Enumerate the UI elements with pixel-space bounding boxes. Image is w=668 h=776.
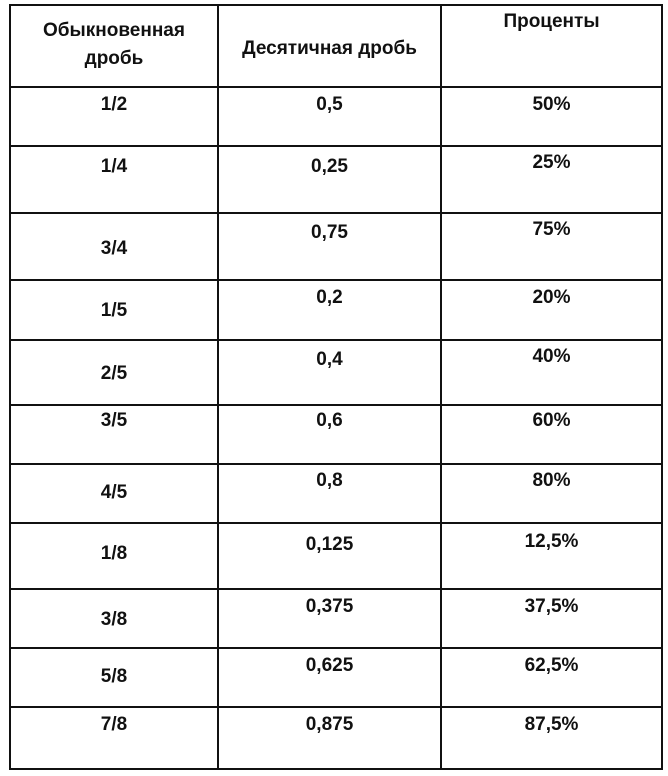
cell-decimal: 0,375	[305, 596, 354, 617]
grid-line-h4	[9, 279, 663, 281]
cell-fraction: 3/8	[100, 609, 128, 630]
cell-decimal: 0,625	[305, 655, 354, 676]
cell-decimal: 0,8	[316, 470, 343, 491]
cell-fraction: 7/8	[100, 714, 128, 735]
cell-fraction: 4/5	[100, 482, 128, 503]
cell-decimal: 0,125	[305, 534, 354, 555]
grid-line-h10	[9, 647, 663, 649]
cell-decimal: 0,6	[316, 410, 343, 431]
cell-fraction: 1/2	[100, 94, 128, 115]
cell-percent: 40%	[532, 346, 571, 367]
grid-line-v0	[9, 4, 11, 770]
cell-percent: 87,5%	[524, 714, 579, 735]
grid-line-h5	[9, 339, 663, 341]
header-percent: Проценты	[503, 11, 600, 32]
cell-percent: 50%	[532, 94, 571, 115]
header-common-fraction	[11, 17, 217, 73]
grid-line-h2	[9, 145, 663, 147]
cell-decimal: 0,875	[305, 714, 354, 735]
cell-fraction: 1/5	[100, 300, 128, 321]
cell-decimal: 0,2	[316, 287, 343, 308]
grid-line-h6	[9, 404, 663, 406]
grid-line-h8	[9, 522, 663, 524]
grid-line-h11	[9, 706, 663, 708]
cell-percent: 62,5%	[524, 655, 579, 676]
cell-fraction: 3/5	[100, 410, 128, 431]
header-common-fraction-line1: Обыкновенная	[43, 20, 185, 41]
cell-fraction: 3/4	[100, 238, 128, 259]
header-common-fraction-line2: дробь	[84, 48, 144, 69]
grid-line-h1	[9, 86, 663, 88]
cell-percent: 37,5%	[524, 596, 579, 617]
cell-fraction: 2/5	[100, 363, 128, 384]
cell-fraction: 1/4	[100, 156, 128, 177]
grid-line-h0	[9, 4, 663, 6]
grid-line-h3	[9, 212, 663, 214]
cell-percent: 25%	[532, 152, 571, 173]
cell-decimal: 0,25	[311, 156, 348, 177]
cell-decimal: 0,5	[316, 94, 343, 115]
cell-percent: 80%	[532, 470, 571, 491]
cell-decimal: 0,4	[316, 349, 343, 370]
grid-line-h9	[9, 588, 663, 590]
cell-fraction: 5/8	[100, 666, 128, 687]
cell-decimal: 0,75	[311, 222, 348, 243]
grid-line-h12	[9, 768, 663, 770]
grid-line-v3	[661, 4, 663, 770]
cell-percent: 20%	[532, 287, 571, 308]
grid-line-h7	[9, 463, 663, 465]
cell-percent: 60%	[532, 410, 571, 431]
cell-percent: 12,5%	[524, 531, 579, 552]
cell-percent: 75%	[532, 219, 571, 240]
header-decimal-fraction: Десятичная дробь	[242, 38, 417, 59]
cell-fraction: 1/8	[100, 543, 128, 564]
